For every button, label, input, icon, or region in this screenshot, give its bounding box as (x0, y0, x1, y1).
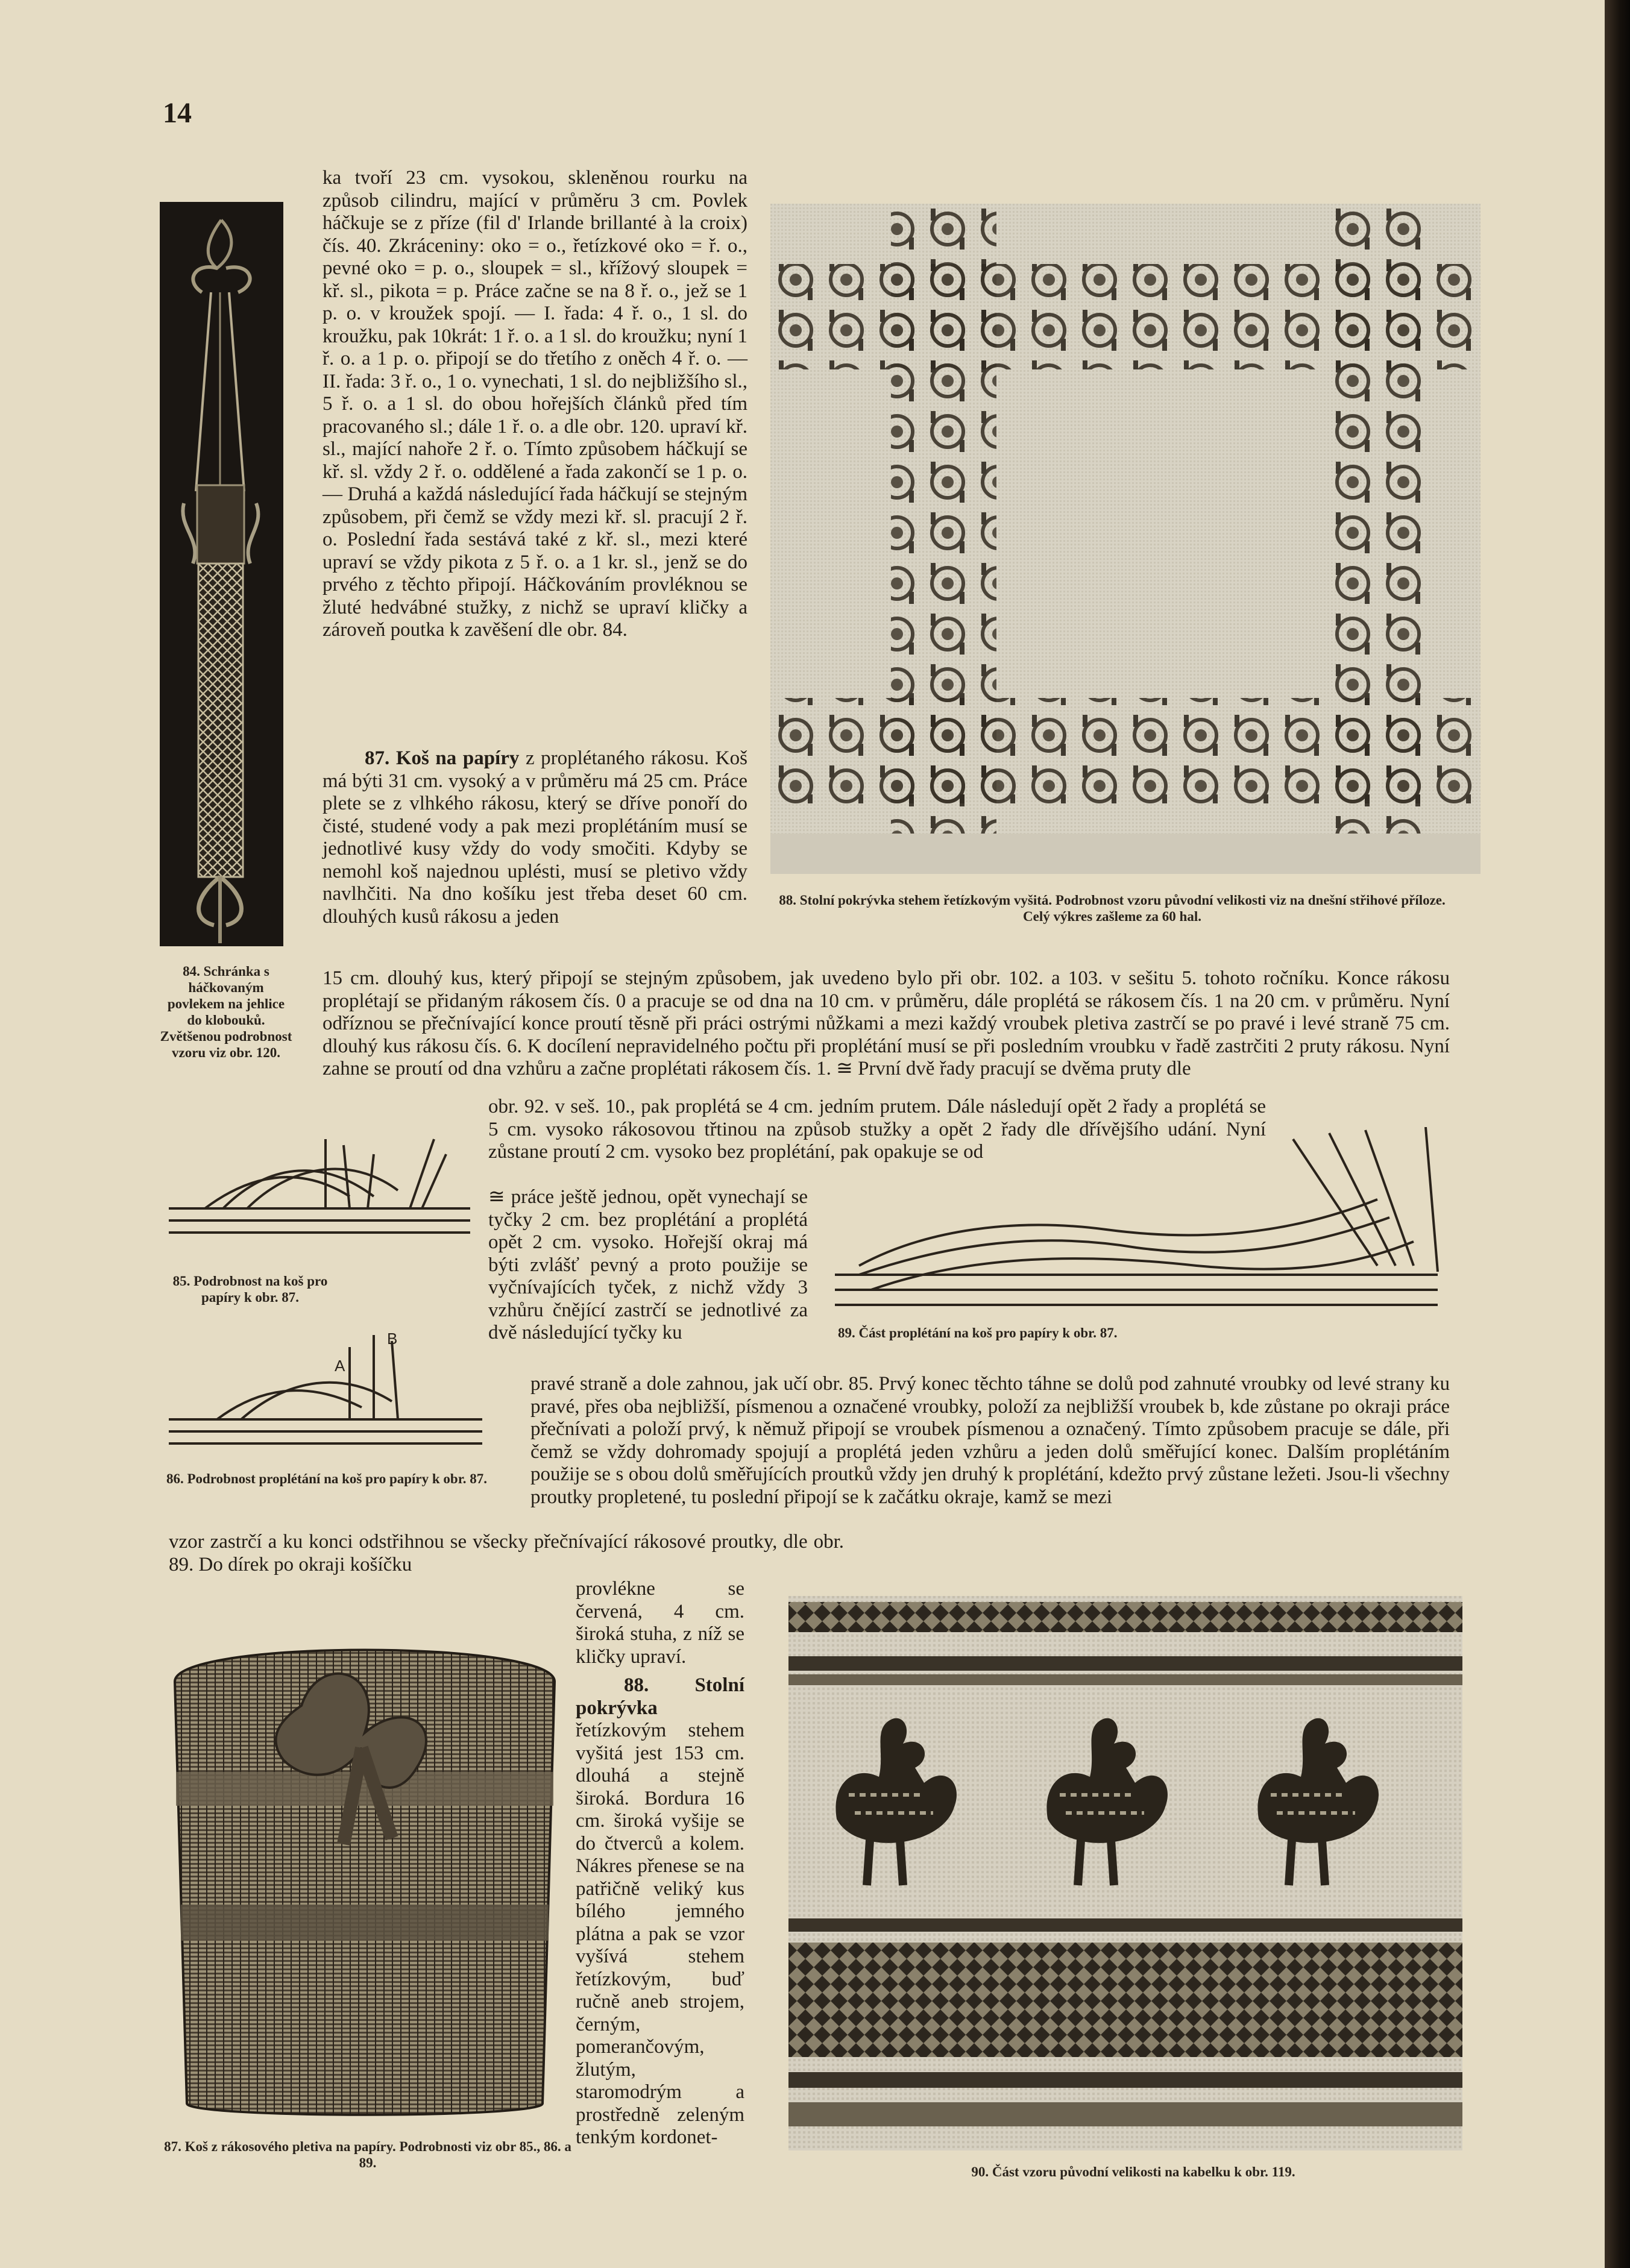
article-87-title: Koš na papíry (395, 747, 520, 769)
page-number: 14 (163, 97, 192, 129)
caption-figure-90: 90. Část vzoru původní velikosti na kabelku k obr. 119. (971, 2164, 1295, 2179)
article-continuation-84 (323, 167, 747, 746)
figure-85-weaving-detail (169, 1136, 476, 1245)
article-87 (323, 747, 747, 973)
article-88-number: 88. (624, 1674, 649, 1696)
article-87-continued-4: pravé straně a dole zahnou, jak učí obr. 85. Prvý konec těchto táhne se dolů pod zahnuté vroubky od levé strany ku pravé, přes oba nejbližší, písmenou a označené vroubky, položí za nejbližší vroubek b, kde zůstane po okraji práce přečnívati a položí prvý, k němuž připojí se vroubek písmenou a označený. Tímto způsobem pracuje se dále, při čemž se vždy dohromady spojují a proplétá jeden vzhůru a jeden dolů směřující konec. Dalším proplétáním použije se s obou dolů směřujících proutků vždy jen druhý k proplétání, kdežto prvý zůstane ležeti. Jsou-li všechny proutky propletené, tu poslední připojí se k začátku okraje, kamž se mezi (530, 1373, 1450, 1508)
figure-89-weaving-detail (835, 1127, 1450, 1326)
label-b: B (387, 1330, 398, 1348)
book-spine-edge (1605, 0, 1630, 2268)
article-87-number: 87. (365, 747, 390, 769)
figure-84-illustration (160, 202, 283, 946)
figure-88-table-cover (770, 204, 1481, 874)
figure-87-basket (163, 1627, 567, 2122)
article-88-text: řetízkovým stehem vyšitá jest 153 cm. dlouhá a stejně široká. Bordura 16 cm. široká vyšije se do čtverců a kolem. Nákres přenese se na patřičně veliký kus bílého jemného plátna a pak se vzor vyšívá stehem řetízkovým, buď ručně aneb strojem, černým, pomerančovým, žlutým, staromodrým a prostředně zeleným tenkým kordonet- (576, 1720, 744, 2148)
caption-figure-87: 87. Koš z rákosového pletiva na papíry. Podrobnosti viz obr 85., 86. a 89. (164, 2139, 571, 2170)
figure-90-embroidery (788, 1596, 1462, 2150)
article-87-continued-3: ≅ práce ještě jednou, opět vynechají se tyčky 2 cm. bez proplétání a proplétá opět 2 cm. vysoko. Hořejší okraj má býti zvlášť pevný a proto použije se vyčnívajících tyček, z nichž vždy 3 vzhůru čnějící zastrčí se jednotlivé za dvě následující tyčky ku (488, 1186, 808, 1343)
article-87-continued-2: obr. 92. v seš. 10., pak proplétá se 4 cm. jedním prutem. Dále následují opět 2 řady a proplétá se 5 cm. vysoko rákosovou třtinou na způsob stužky a opět 2 řady dle dřívějšího udání. Nyní zůstane proutí 2 cm. vysoko bez proplétání, pak opakuje se od (488, 1096, 1266, 1163)
figure-86-weaving-detail (169, 1329, 494, 1450)
caption-figure-85: 85. Podrobnost na koš pro papíry k obr. 87. (172, 1274, 328, 1305)
figure-86-illustration (169, 1329, 494, 1450)
paragraph-84-text: ka tvoří 23 cm. vysokou, skleněnou rourku na způsob cilindru, mající v průměru 3 cm. Povlek háčkuje se z příze (fil d' Irlande brillanté à la croix) čís. 40. Zkráceniny: oko = o., řetízkové oko = ř. o., pevné oko = p. o., sloupek = sl., křížový sloupek = kř. sl., pikota = p. Práce začne se na 8 ř. o., jež se 1 p. o. v kroužek spojí. — I. řada: 4 ř. o., 1 sl. do kroužku, pak 10krát: 1 ř. o. a 1 sl. do kroužku; nyní 1 ř. o. a 1 p. o. připojí se do třetího z oněch 4 ř. o. — II. řada: 3 ř. o., 1 o. vynechati, 1 sl. do nejbližšího sl., 5 ř. o. a 1 sl. do obou hořejších článků před tím pracovaného sl.; dále 1 ř. o. a dle obr. 120. upraví kř. sl., mající nahoře 2 ř. o. Tímto způsobem háčkují se kř. sl. vždy 2 ř. o. oddělené a řada zakončí se 1 p. o. — Druhá a každá následující řada háčkují se stejným způsobem, při čemž se vždy mezi kř. sl. pracují 2 ř. o. Poslední řada sestává také z kř. sl., mezi které upraví se vždy pikota z 5 ř. o. a 1 kr. sl., jenž se do prvého z těchto připojí. Háčkováním provléknou se žluté hedvábné stužky, z nichž se upraví kličky a zároveň poutka k zavěšení dle obr. 84. (323, 167, 747, 641)
paragraph-88 (576, 1674, 744, 2149)
article-87-continued-5: vzor zastrčí a ku konci odstřihnou se všecky přečnívající rákosové proutky, dle obr. 89. Do dírek po okraji košíčku (169, 1531, 844, 1575)
article-87-continued-1: 15 cm. dlouhý kus, který připojí se stejným způsobem, jak uvedeno bylo při obr. 102. a 103. v sešitu 5. tohoto ročníku. Konce rákosu proplétají se přidaným rákosem čís. 0 a pracuje se od dna na 10 cm. v průměru, dále proplétá se rákosem čís. 1 na 20 cm. v průměru. Nyní odříznou se přečnívající konce proutí těsně při práci ostrými nůžkami a mezi každý vroubek pletiva zastrčí se po pravé i levé straně 75 cm. dlouhý kus rákosu čís. 6. K docílení nepravidelného počtu při proplétání musí se při posledním vroubku v řadě zastrčiti 2 pruty rákosu. Nyní zahne se proutí od dna vzhůru a začne proplétati rákosem čís. 1. ≅ První dvě řady pracují se dvěma pruty dle (323, 967, 1450, 1079)
label-a: A (335, 1357, 345, 1375)
caption-figure-89: 89. Část proplétání na koš pro papíry k obr. 87. (838, 1325, 1118, 1340)
figure-89-illustration (835, 1127, 1450, 1326)
figure-88-illustration (770, 204, 1481, 874)
figure-90-illustration (788, 1596, 1462, 2150)
caption-figure-86: 86. Podrobnost proplétání na koš pro papíry k obr. 87. (166, 1471, 488, 1486)
article-87-end: provlékne se červená, 4 cm. široká stuha, z níž se kličky upraví. (576, 1578, 744, 1668)
figure-87-illustration (163, 1627, 567, 2122)
caption-figure-88: 88. Stolní pokrývka stehem řetízkovým vyšitá. Podrobnost vzoru původní velikosti viz na dnešní střihové příloze. Celý výkres zašleme za 60 hal. (779, 893, 1446, 924)
article-88 (576, 1674, 744, 2181)
caption-figure-84: 84. Schránka s háčkovaným povlekem na jehlice do klobouků. Zvětšenou podrobnost vzoru viz obr. 120. (160, 964, 292, 1060)
article-87-text: z proplétaného rákosu. Koš má býti 31 cm. vysoký a v průměru má 25 cm. Práce plete se z vlhkého rákosu, který se dříve ponoří do čisté, studené vody a pak mezi proplétáním musí se jednotlivé kusy vždy do vody smočiti. Kdyby se nemohl koš najednou uplésti, musí se pletivo vždy navlhčiti. Na dno košíku jest třeba deset 60 cm. dlouhých kusů rákosu a jeden (323, 747, 747, 928)
paragraph-87 (323, 747, 747, 928)
article-88-title: Stolní pokrývka (576, 1674, 744, 1719)
figure-84-hatpin-holder (160, 202, 283, 946)
figure-85-illustration (169, 1136, 476, 1245)
